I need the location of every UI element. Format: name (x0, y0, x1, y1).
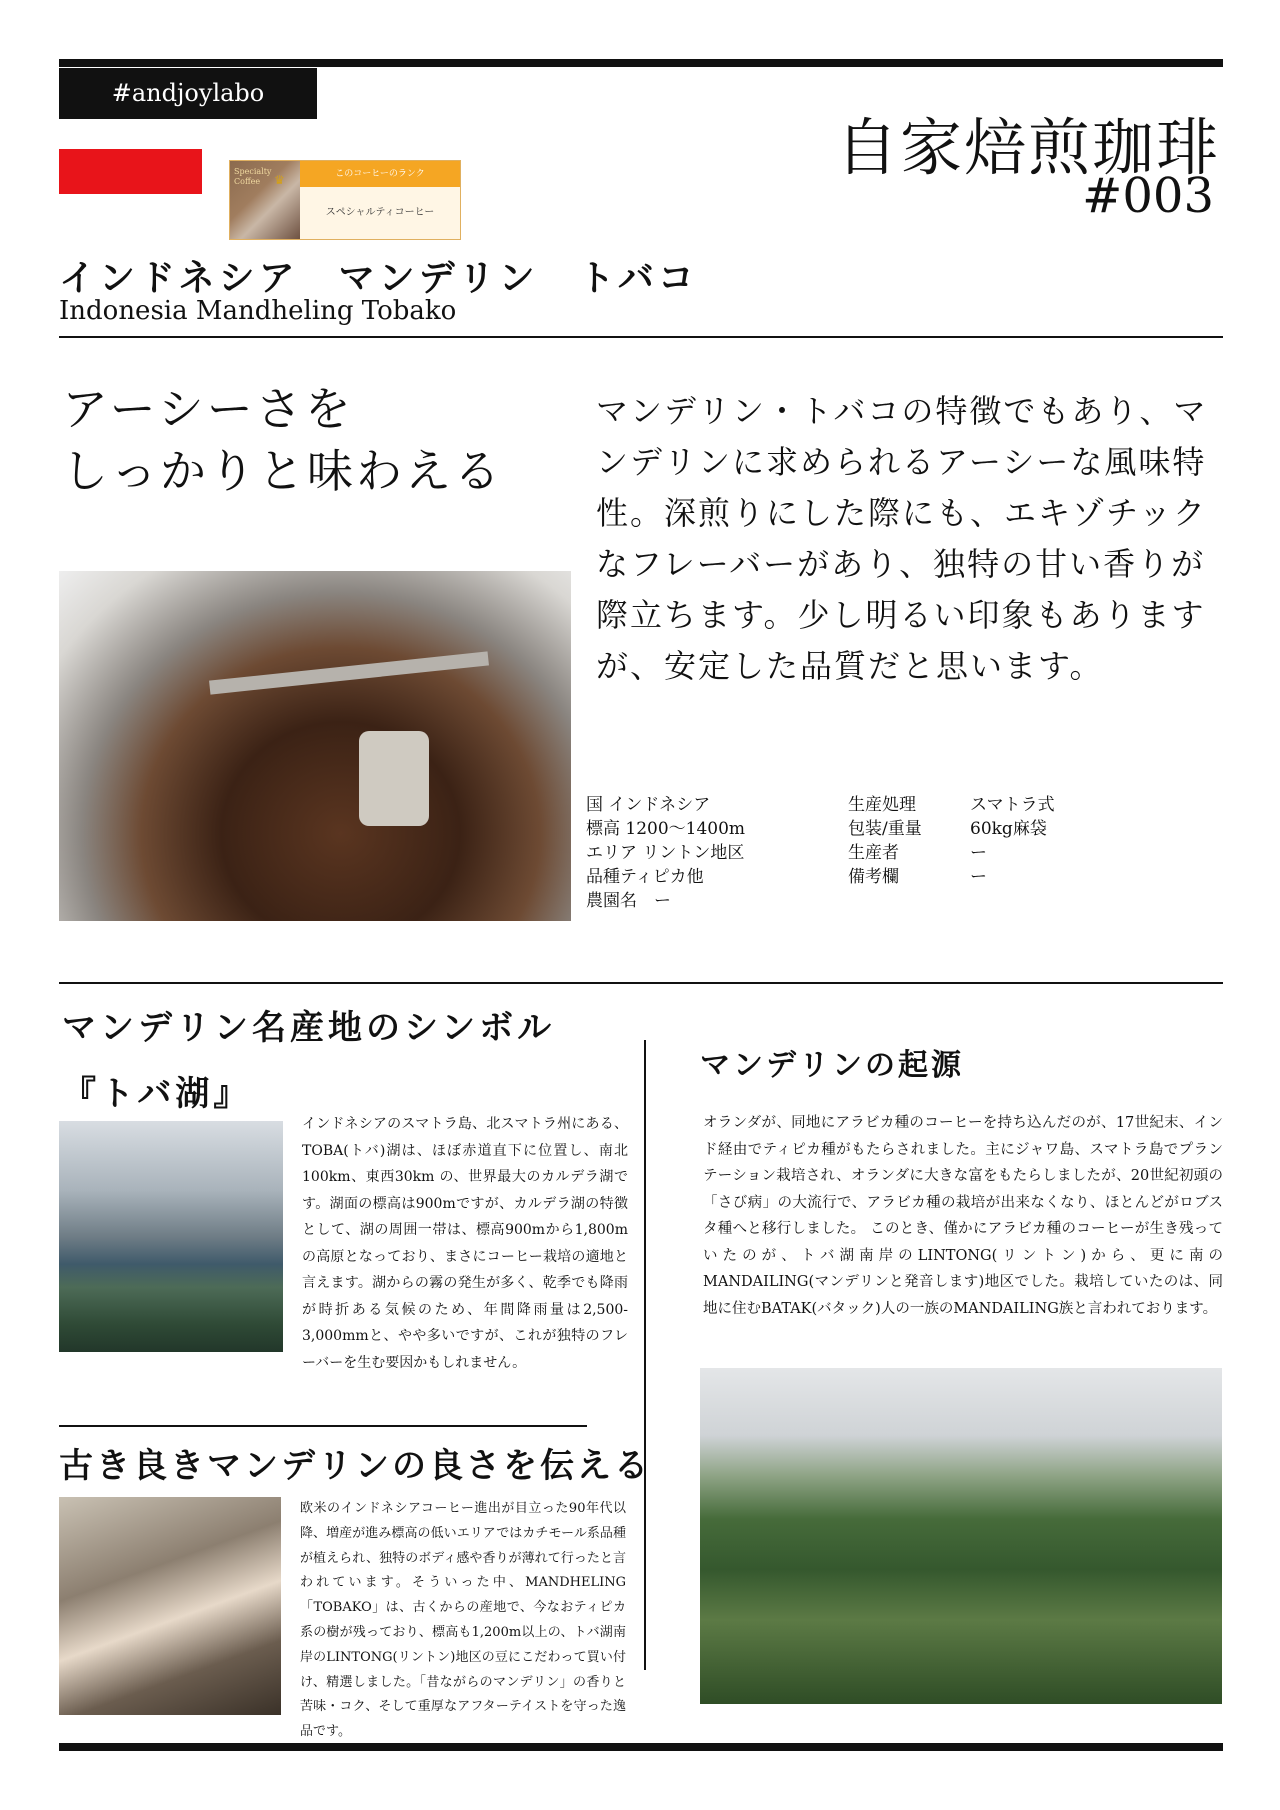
rank-badge-top-text: このコーヒーのランク (335, 169, 425, 179)
top-rule (59, 59, 1223, 67)
spec-area: エリア リントン地区 (586, 843, 745, 863)
section2-body: 欧米のインドネシアコーヒー進出が目立った90年代以降、増産が進み標高の低いエリアではカチモール系品種が植えられ、独特のボディ感や香りが薄れて行ったと言われています。そういった中、MANDHELING「TOBAKO」は、古くからの産地で、今なおティピカ系の樹が残っており、標高も1,200m以上の、トバ湖南岸のLINTONG(リントン)地区の豆にこだわって買い付け、精選しました。「昔ながらのマンデリン」の香りと苦味・コク、そして重厚なアフターテイストを守った逸品です。 (300, 1501, 626, 1740)
section3-title: マンデリンの起源 (700, 1048, 964, 1083)
rank-badge-bottom-text: スペシャルティコーヒー (300, 187, 460, 239)
section2-divider (59, 1425, 587, 1427)
spec-country: 国 インドネシア (586, 795, 711, 815)
lake-toba-photo (59, 1121, 283, 1352)
rank-badge-left-text: Specialty Coffee (234, 167, 272, 186)
roaster-hub (359, 731, 429, 826)
roaster-arm (209, 651, 489, 694)
section1-subtitle: 『トバ湖』 (62, 1074, 252, 1114)
spec-altitude: 標高 1200〜1400m (586, 819, 746, 839)
specs-right-values (970, 793, 1055, 889)
spec-variety: 品種ティピカ他 (586, 867, 704, 887)
headline-line2: しっかりと味わえる (62, 444, 503, 498)
specs-left (586, 793, 745, 913)
indonesia-flag-icon (59, 149, 202, 194)
issue-number: #003 (1082, 168, 1214, 224)
spec-label-producer: 生産者 (848, 843, 899, 863)
product-name-en: Indonesia Mandheling Tobako (59, 296, 457, 326)
headline-line1: アーシーさを (62, 382, 354, 436)
spec-label-notes: 備考欄 (848, 867, 899, 887)
section1-body: インドネシアのスマトラ島、北スマトラ州にある、TOBA(トバ)湖は、ほぼ赤道直下に位置し、南北100km、東西30km の、世界最大のカルデラ湖です。湖面の標高は900mですが、カルデラ湖の特徴として、湖の周囲一帯は、標高900mから1,800mの高原となっており、まさにコーヒー栽培の適地と言えます。湖からの霧の発生が多く、乾季でも降雨が時折ある気候のため、年間降雨量は2,500-3,000mmと、やや多いですが、これが独特のフレーバーを生む要因かもしれません。 (302, 1116, 628, 1371)
rank-badge (229, 160, 461, 240)
section1-title: マンデリン名産地のシンボル (62, 1008, 556, 1048)
crown-icon: ♛ (274, 173, 285, 187)
column-divider (644, 1040, 646, 1670)
header-divider (59, 336, 1223, 338)
product-name-jp: インドネシア マンデリン トバコ (59, 258, 698, 299)
bottom-rule (59, 1743, 1223, 1751)
spec-farm: 農園名 ー (586, 891, 671, 911)
spec-value-process: スマトラ式 (970, 795, 1055, 815)
middle-divider (59, 982, 1223, 984)
spec-label-packaging: 包装/重量 (848, 819, 922, 839)
spec-value-notes: ー (970, 867, 987, 887)
spec-value-producer: ー (970, 843, 987, 863)
spec-label-process: 生産処理 (848, 795, 916, 815)
section2-title: 古き良きマンデリンの良さを伝える (59, 1446, 651, 1486)
section3-body: オランダが、同地にアラビカ種のコーヒーを持ち込んだのが、17世紀末、インド経由でティピカ種がもたらされました。主にジャワ島、スマトラ島でプランテーション栽培され、オランダに大きな富をもたらしましたが、20世紀初頭の「さび病」の大流行で、アラビカ種の栽培が出来なくなり、ほとんどがロブスタ種へと移行しました。 このとき、僅かにアラビカ種のコーヒーが生き残っていたのが、トバ湖南岸のLINTONG(リントン)から、更に南のMANDAILING(マンデリンと発音します)地区でした。栽培していたのは、同地に住むBATAK(バタック)人の一族のMANDAILING族と言われております。 (703, 1115, 1223, 1317)
page-title: 自家焙煎珈琲 (835, 111, 1220, 184)
coffee-workers-photo (59, 1497, 281, 1715)
product-description: マンデリン・トバコの特徴でもあり、マンデリンに求められるアーシーな風味特性。深煎りにした際にも、エキゾチックなフレーバーがあり、独特の甘い香りが際立ちます。少し明るい印象もありますが、安定した品質だと思います。 (596, 392, 1208, 685)
hashtag-label: #andjoylabo (59, 68, 317, 119)
headline (62, 378, 582, 502)
coffee-farm-photo (700, 1368, 1222, 1704)
rank-pyramid-icon (230, 161, 300, 239)
spec-value-packaging: 60kg麻袋 (970, 819, 1047, 839)
coffee-roaster-photo (59, 571, 571, 921)
specs-right-labels (848, 793, 922, 889)
